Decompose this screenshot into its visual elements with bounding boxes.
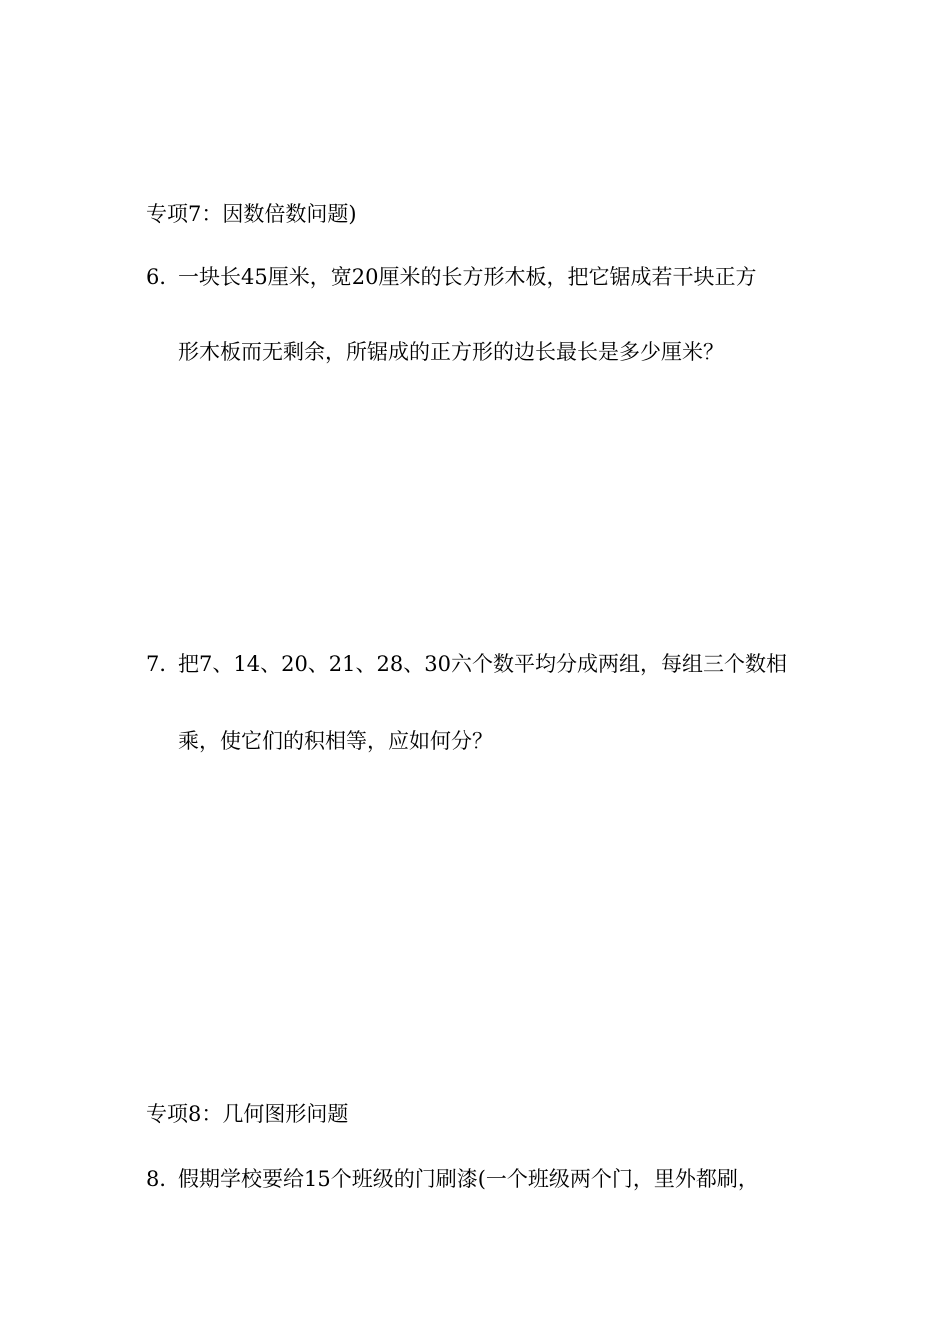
section-title-7: 专项7：因数倍数问题) [146, 202, 357, 226]
question-8 [146, 1165, 759, 1193]
question-text-line: 把7、14、20、21、28、30六个数平均分成两组，每组三个数相 [178, 652, 787, 676]
question-6 [146, 263, 756, 291]
question-text-line: 一块长45厘米，宽20厘米的长方形木板，把它锯成若干块正方 [178, 265, 757, 289]
question-number: 8． [146, 1167, 181, 1191]
question-text-line: 假期学校要给15个班级的门刷漆(一个班级两个门，里外都刷， [178, 1167, 759, 1191]
question-text-line: 乘，使它们的积相等，应如何分？ [178, 729, 493, 753]
question-number: 6． [146, 265, 181, 289]
question-text-line: 形木板而无剩余，所锯成的正方形的边长最长是多少厘米？ [178, 340, 724, 364]
question-number: 7． [146, 652, 181, 676]
section-title-8: 专项8：几何图形问题 [146, 1102, 349, 1126]
question-7 [146, 650, 787, 678]
